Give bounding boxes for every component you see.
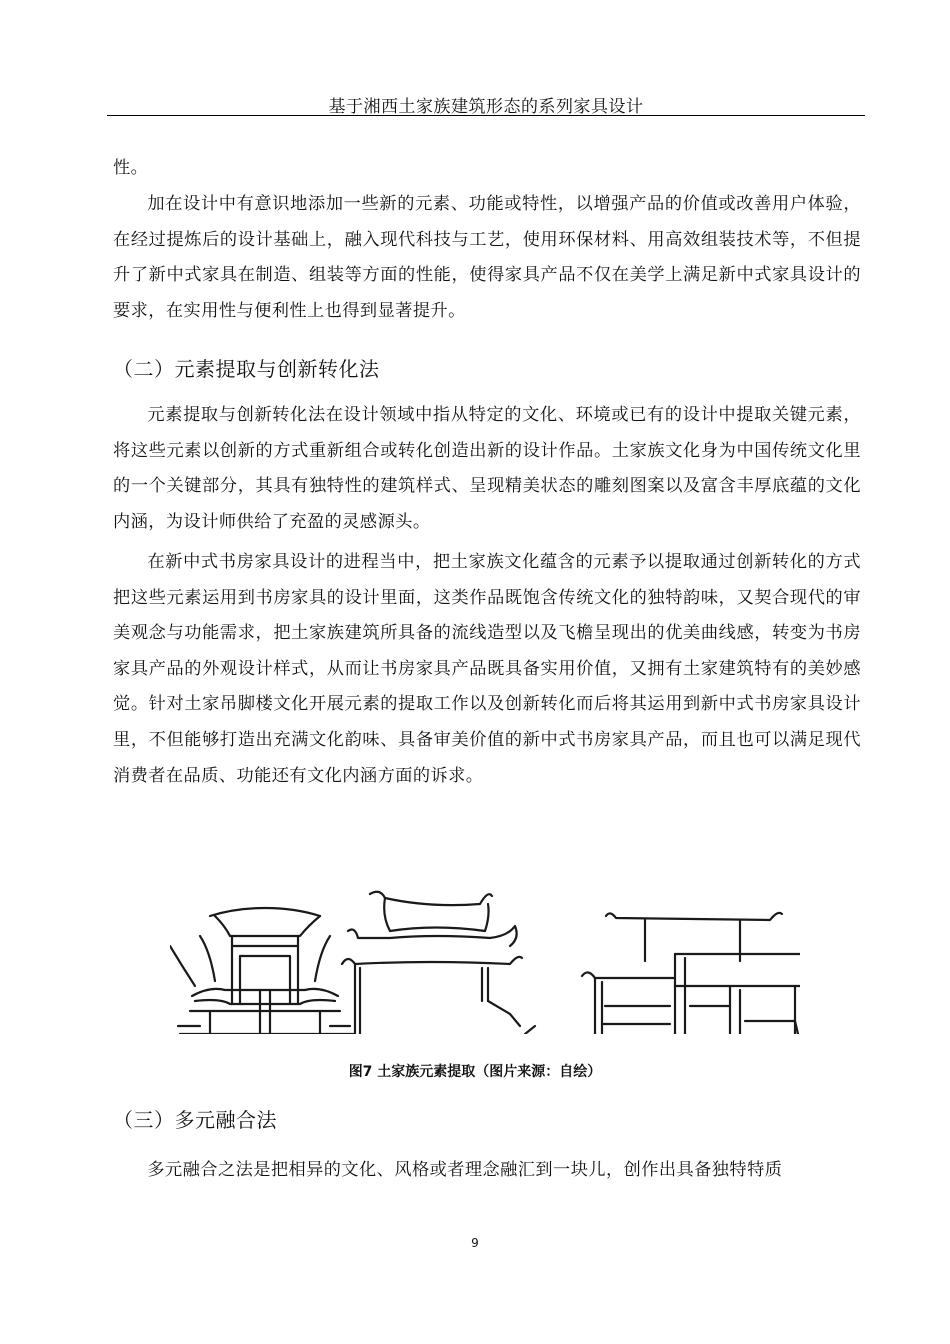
paragraph-block-2 xyxy=(113,398,861,540)
sketch-roof xyxy=(342,892,535,1034)
page-number: 9 xyxy=(471,1236,479,1250)
paragraph-4: 多元融合之法是把相异的文化、风格或者理念融汇到一块儿，创作出具备独特特质 xyxy=(147,1160,783,1180)
paragraph-1: 加在设计中有意识地添加一些新的元素、功能或特性，以增强产品的价值或改善用户体验，在经过提炼后的设计基础上，融入现代科技与工艺，使用环保材料、用高效组装技术等，不但提升了新中式家具在制造、组装等方面的性能，使得家具产品不仅在美学上满足新中式家具设计的要求，在实用性与便利性上也得到显著提升。 xyxy=(113,194,861,321)
paragraph-2: 元素提取与创新转化法在设计领域中指从特定的文化、环境或已有的设计中提取关键元素，将这些元素以创新的方式重新组合或转化创造出新的设计作品。土家族文化身为中国传统文化里的一个关键部分，其具有独特性的建筑样式、呈现精美状态的雕刻图案以及富含丰厚底蕴的文化内涵，为设计师供给了充盈的灵感源头。 xyxy=(113,405,861,532)
sketch-tower xyxy=(170,908,355,1034)
section-heading-2: （二）元素提取与创新转化法 xyxy=(113,357,380,381)
sketch-shelf xyxy=(582,913,800,1034)
paragraph-block-4 xyxy=(113,1153,861,1189)
figure-tujia-elements xyxy=(170,886,800,1034)
paragraph-block-3 xyxy=(113,545,861,794)
figure-caption: 图7 土家族元素提取（图片来源：自绘） xyxy=(348,1064,602,1080)
header-rule xyxy=(107,115,865,116)
paragraph-0: 性。 xyxy=(113,158,149,178)
running-header: 基于湘西土家族建筑形态的系列家具设计 xyxy=(328,97,644,117)
paragraph-continuation xyxy=(113,151,861,187)
paragraph-block-1 xyxy=(113,187,861,329)
section-heading-3: （三）多元融合法 xyxy=(113,1108,277,1132)
figure-sketch xyxy=(170,886,800,1034)
paragraph-3: 在新中式书房家具设计的进程当中，把土家族文化蕴含的元素予以提取通过创新转化的方式把这些元素运用到书房家具的设计里面，这类作品既饱含传统文化的独特韵味，又契合现代的审美观念与功能需求，把土家族建筑所具备的流线造型以及飞檐呈现出的优美曲线感，转变为书房家具产品的外观设计样式，从而让书房家具产品既具备实用价值，又拥有土家建筑特有的美妙感觉。针对土家吊脚楼文化开展元素的提取工作以及创新转化而后将其运用到新中式书房家具设计里，不但能够打造出充满文化韵味、具备审美价值的新中式书房家具产品，而且也可以满足现代消费者在品质、功能还有文化内涵方面的诉求。 xyxy=(113,552,861,786)
